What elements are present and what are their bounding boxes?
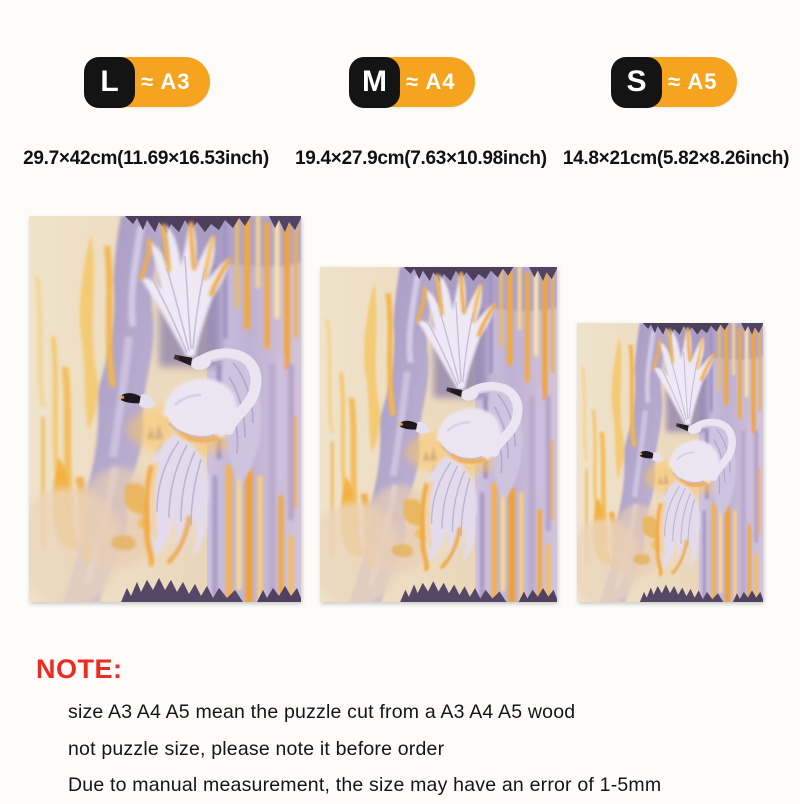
puzzle-preview-medium [320, 267, 557, 602]
size-letter-m: M [349, 57, 400, 108]
dimensions-medium: 19.4×27.9cm(7.63×10.98inch) [295, 148, 547, 169]
size-approx-a4: ≈ A4 [406, 69, 456, 94]
size-badge-medium [350, 57, 475, 107]
note-line-1: size A3 A4 A5 mean the puzzle cut from a A3 A4 A5 wood [68, 701, 576, 723]
size-letter-s: S [611, 57, 662, 108]
puzzle-preview-small [577, 323, 763, 602]
size-badge-large [85, 57, 210, 107]
dimensions-large: 29.7×42cm(11.69×16.53inch) [23, 148, 269, 169]
size-badge-small [612, 57, 737, 107]
note-text [68, 694, 768, 804]
note-line-3: Due to manual measurement, the size may have an error of 1-5mm [68, 774, 662, 796]
note-line-2: not puzzle size, please note it before order [68, 737, 445, 760]
note-heading: NOTE: [36, 654, 123, 684]
size-letter-l: L [84, 57, 135, 108]
size-approx-a5: ≈ A5 [668, 69, 718, 94]
dimensions-small: 14.8×21cm(5.82×8.26inch) [562, 148, 790, 169]
puzzle-preview-large [29, 216, 301, 602]
size-approx-a3: ≈ A3 [141, 69, 191, 94]
